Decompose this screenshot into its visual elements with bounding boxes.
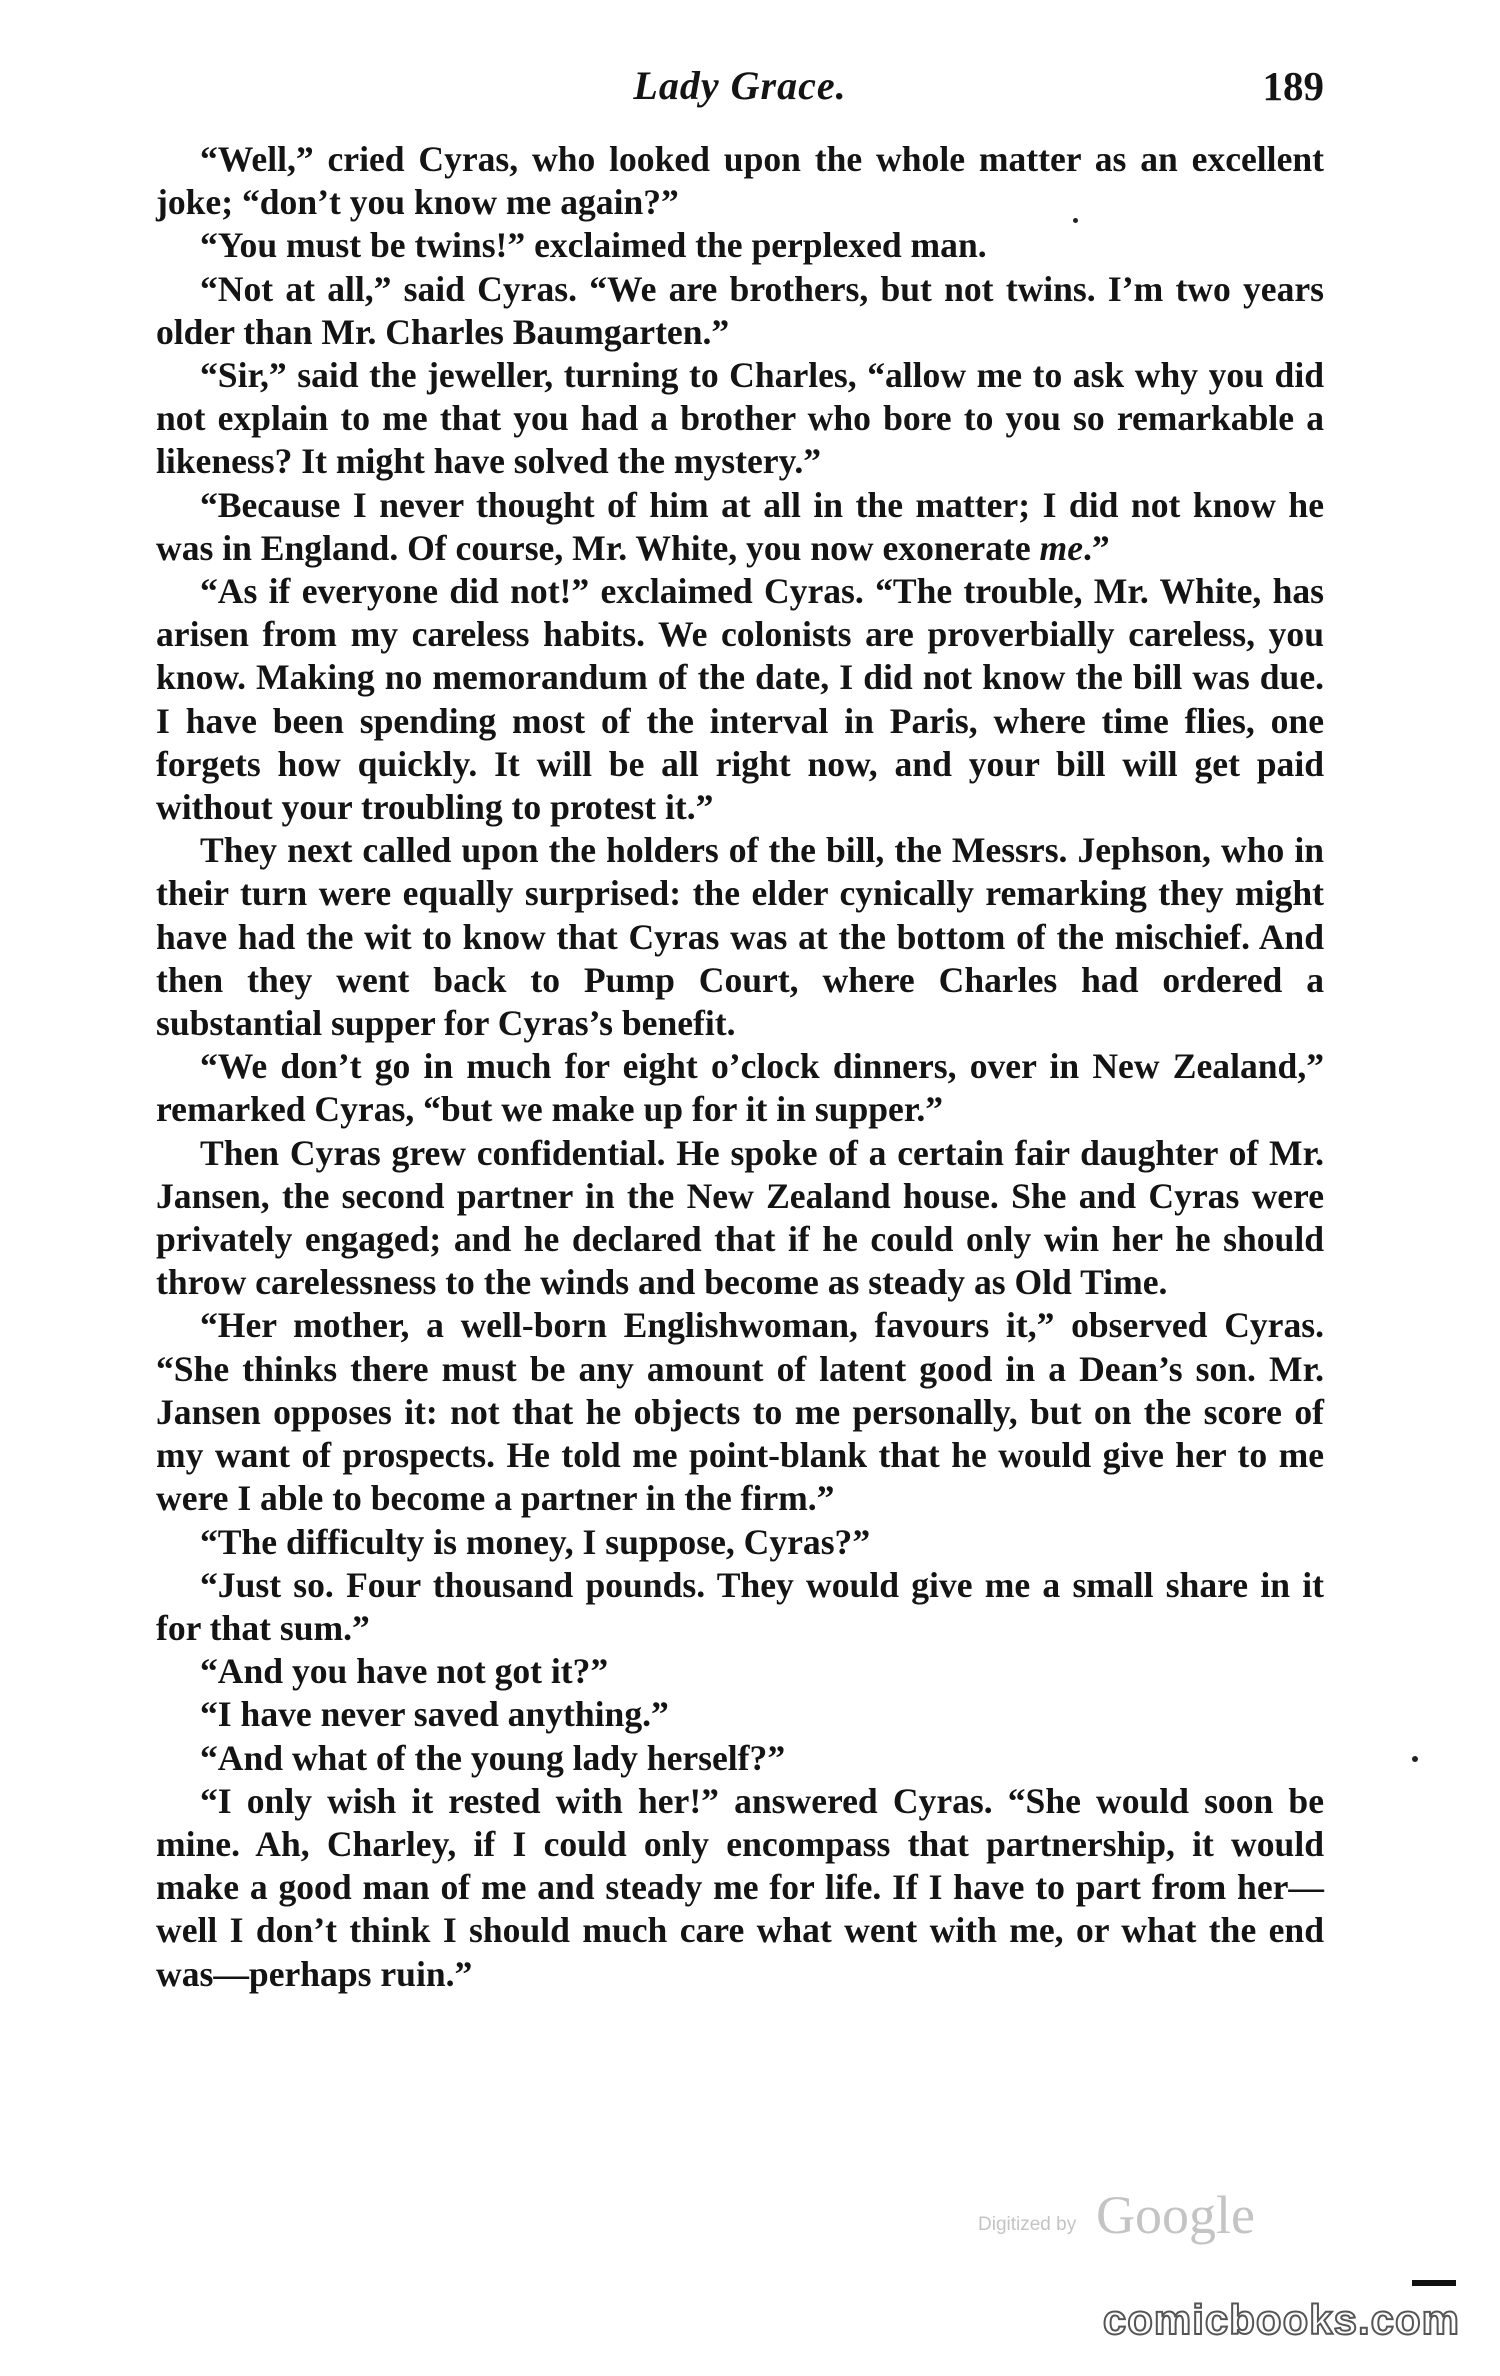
paragraph: “Because I never thought of him at all in the matter; I did not know he was in England. Of course, Mr. White, you now exonerate me.” — [156, 484, 1324, 568]
paragraph: “Her mother, a well-born Englishwoman, favours it,” observed Cyras. “She thinks there must be any amount of latent good in a Dean’s son. Mr. Jansen opposes it: not that he objects to me personally, but on the score of my want of prospects. He told me point-blank that he would give her to me were I able to become a partner in the firm.” — [156, 1305, 1324, 1519]
digitized-prefix: Digitized by — [978, 2214, 1077, 2235]
google-logo: Google — [1096, 2185, 1255, 2245]
page-number: 189 — [1262, 63, 1324, 109]
paragraph: “You must be twins!” exclaimed the perplexed man. — [200, 225, 987, 266]
edge-dash — [1412, 2280, 1456, 2286]
digitized-by-google-mark — [978, 2186, 1298, 2246]
paragraph: “The difficulty is money, I suppose, Cyras?” — [200, 1521, 871, 1562]
paragraph: “Not at all,” said Cyras. “We are brothers, but not twins. I’m two years older than Mr. Charles Baumgarten.” — [156, 268, 1324, 352]
ink-speck — [1412, 1756, 1418, 1762]
emphasis: me — [1039, 527, 1084, 568]
paragraph: “I only wish it rested with her!” answered Cyras. “She would soon be mine. Ah, Charley, if I could only encompass that partnership, it would make a good man of me and steady me for life. If I have to part from her—well I don’t think I should much care what went with me, or what the end was—perhaps ruin.” — [156, 1780, 1324, 1994]
site-watermark: comicbooks.com — [1102, 2296, 1460, 2343]
paragraph: “I have never saved anything.” — [200, 1694, 669, 1735]
paragraph: “Sir,” said the jeweller, turning to Charles, “allow me to ask why you did not explain to me that you had a brother who bore to you so remarkable a likeness? It might have solved the mystery.” — [156, 355, 1324, 482]
ink-speck — [1073, 218, 1078, 223]
body-text — [156, 138, 1324, 1996]
running-title: Lady Grace. — [633, 63, 847, 108]
paragraph: “We don’t go in much for eight o’clock dinners, over in New Zealand,” remarked Cyras, “but we make up for it in supper.” — [156, 1046, 1324, 1130]
paragraph: They next called upon the holders of the bill, the Messrs. Jephson, who in their turn were equally surprised: the elder cynically remarking they might have had the wit to know that Cyras was at the bottom of the mischief. And then they went back to Pump Court, where Charles had ordered a substantial supper for Cyras’s benefit. — [156, 830, 1324, 1044]
paragraph: “And what of the young lady herself?” — [200, 1737, 786, 1778]
paragraph: “Just so. Four thousand pounds. They would give me a small share in it for that sum.” — [156, 1564, 1324, 1648]
paragraph: “And you have not got it?” — [200, 1651, 609, 1692]
paragraph: “Well,” cried Cyras, who looked upon the whole matter as an excellent joke; “don’t you know me again?” — [156, 139, 1324, 223]
paragraph: “As if everyone did not!” exclaimed Cyras. “The trouble, Mr. White, has arisen from my careless habits. We colonists are proverbially careless, you know. Making no memorandum of the date, I did not know the bill was due. I have been spending most of the interval in Paris, where time flies, one forgets how quickly. It will be all right now, and your bill will get paid without your troubling to protest it.” — [156, 571, 1324, 828]
page-header — [156, 62, 1324, 122]
paragraph: Then Cyras grew confidential. He spoke of a certain fair daughter of Mr. Jansen, the second partner in the New Zealand house. She and Cyras were privately engaged; and he declared that if he could only win her he should throw carelessness to the winds and become as steady as Old Time. — [156, 1132, 1324, 1303]
